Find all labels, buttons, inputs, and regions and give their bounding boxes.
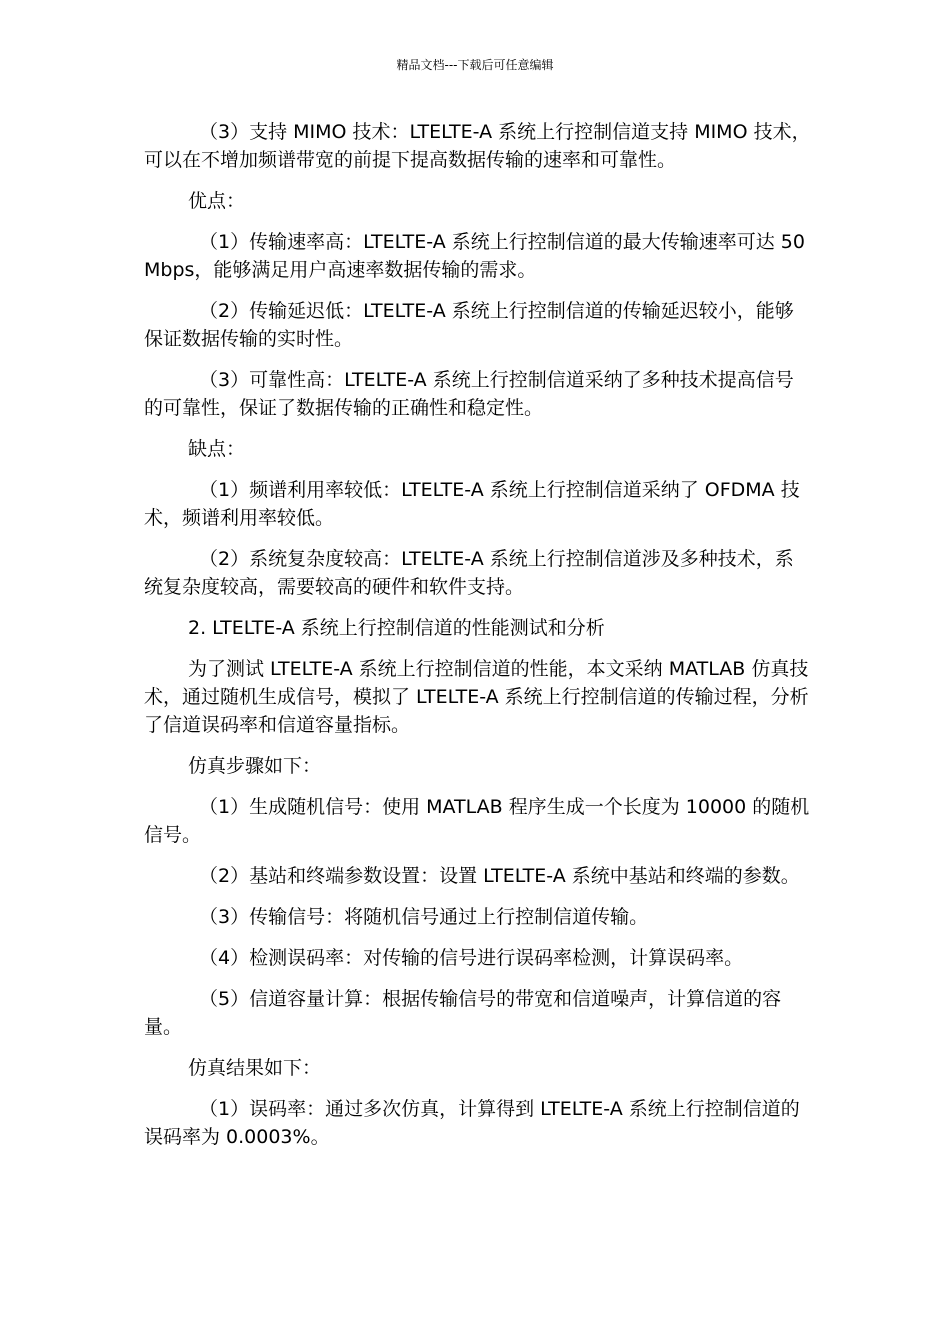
paragraph-test-intro: 为了测试 LTELTE-A 系统上行控制信道的性能，本文采纳 MATLAB 仿真技术，通过随机生成信号，模拟了 LTELTE-A 系统上行控制信道的传输过程，分析了信道误码率和信道容量指标。: [144, 658, 809, 736]
page-header: 精品文档---下载后可任意编辑: [396, 58, 554, 72]
heading-simulation-steps: 仿真步骤如下：: [188, 755, 322, 777]
document-body: [144, 118, 812, 1164]
heading-advantages: 优点：: [188, 190, 246, 212]
paragraph-advantage-latency: （2）传输延迟低：LTELTE-A 系统上行控制信道的传输延迟较小，能够保证数据传输的实时性。: [144, 300, 794, 350]
paragraph-step-transmit: （3）传输信号：将随机信号通过上行控制信道传输。: [199, 906, 649, 928]
paragraph-advantage-rate: （1）传输速率高：LTELTE-A 系统上行控制信道的最大传输速率可达 50Mbps，能够满足用户高速率数据传输的需求。: [144, 231, 805, 281]
heading-disadvantages: 缺点：: [188, 438, 246, 460]
paragraph-disadvantage-spectrum: （1）频谱利用率较低：LTELTE-A 系统上行控制信道采纳了 OFDMA 技术，频谱利用率较低。: [144, 479, 800, 529]
paragraph-mimo-support: （3）支持 MIMO 技术：LTELTE-A 系统上行控制信道支持 MIMO 技术，可以在不增加频谱带宽的前提下提高数据传输的速率和可靠性。: [144, 121, 811, 171]
paragraph-step-generate: （1）生成随机信号：使用 MATLAB 程序生成一个长度为 10000 的随机信号。: [144, 796, 810, 846]
paragraph-step-params: （2）基站和终端参数设置：设置 LTELTE-A 系统中基站和终端的参数。: [199, 865, 800, 887]
paragraph-advantage-reliability: （3）可靠性高：LTELTE-A 系统上行控制信道采纳了多种技术提高信号的可靠性，保证了数据传输的正确性和稳定性。: [144, 369, 794, 419]
paragraph-result-ber: （1）误码率：通过多次仿真，计算得到 LTELTE-A 系统上行控制信道的误码率为 0.0003%。: [144, 1098, 800, 1148]
paragraph-step-ber: （4）检测误码率：对传输的信号进行误码率检测，计算误码率。: [199, 947, 744, 969]
paragraph-disadvantage-complexity: （2）系统复杂度较高：LTELTE-A 系统上行控制信道涉及多种技术，系统复杂度较高，需要较高的硬件和软件支持。: [144, 548, 794, 598]
heading-simulation-results: 仿真结果如下：: [188, 1057, 322, 1079]
section-heading-performance: 2. LTELTE-A 系统上行控制信道的性能测试和分析: [188, 617, 605, 639]
paragraph-step-capacity: （5）信道容量计算：根据传输信号的带宽和信道噪声，计算信道的容量。: [144, 988, 782, 1038]
